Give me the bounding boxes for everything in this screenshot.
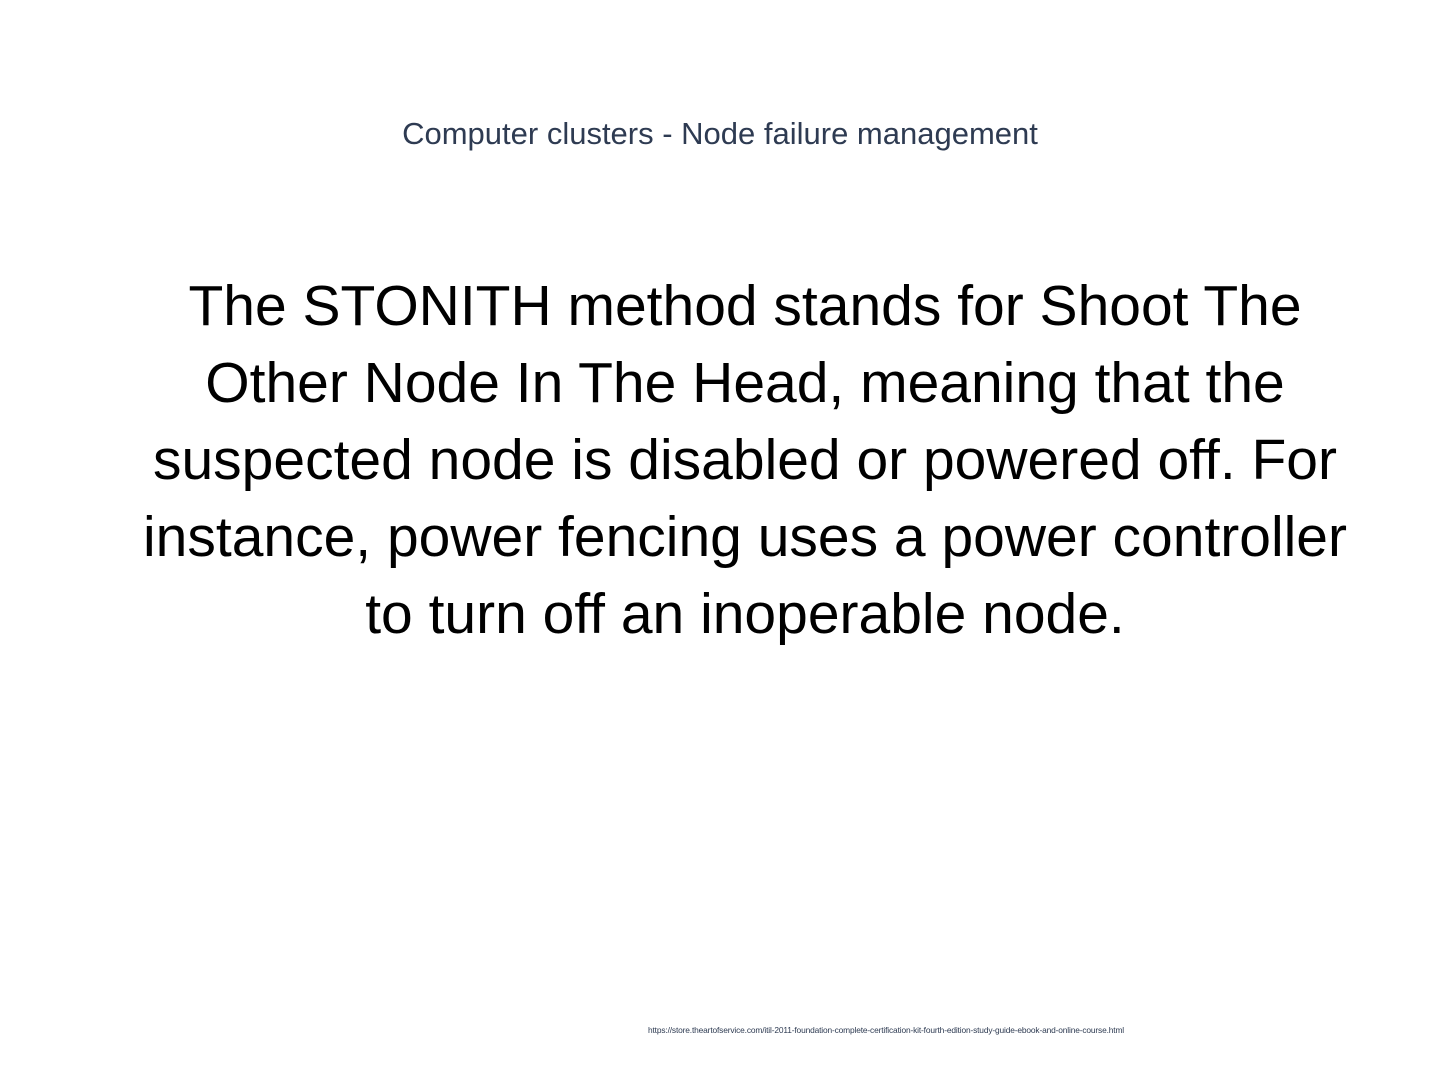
footer-url: https://store.theartofservice.com/itil-2011-foundation-complete-certification-kit-fourth-edition-study-guide-ebook-and-online-course.html — [648, 1025, 1124, 1035]
slide-title: Computer clusters - Node failure management — [402, 116, 1038, 151]
slide-body-text: The STONITH method stands for Shoot The Other Node In The Head, meaning that the suspected node is disabled or powered off. For instance, power fencing uses a power controller to turn off an inoperable node. — [143, 274, 1347, 646]
